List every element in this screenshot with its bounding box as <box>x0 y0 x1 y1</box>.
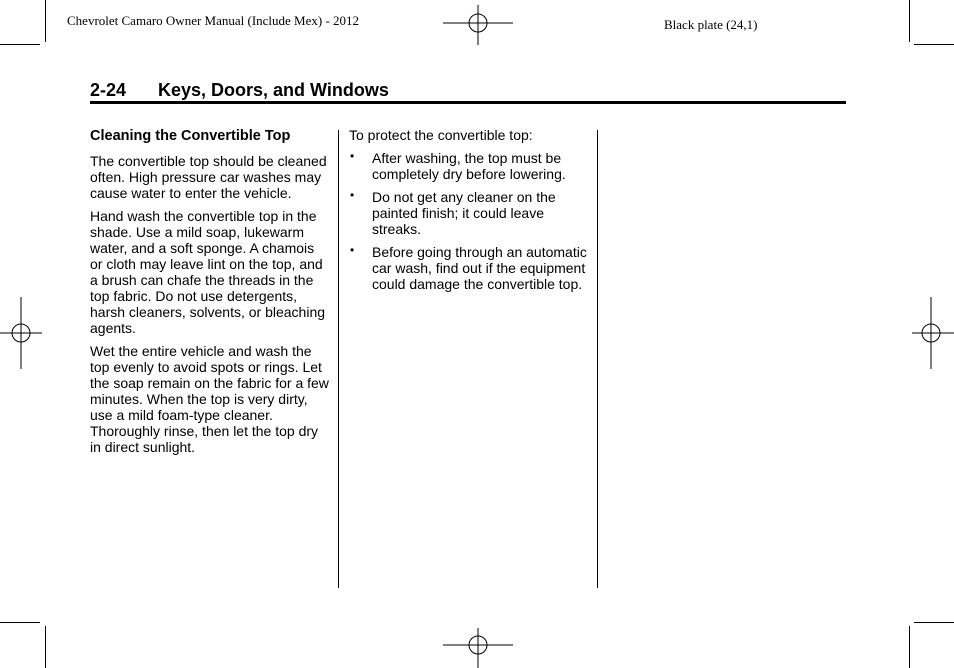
subsection-heading: Cleaning the Convertible Top <box>90 128 291 144</box>
list-item <box>349 244 594 292</box>
crop-mark <box>0 44 40 45</box>
crop-mark <box>914 622 954 623</box>
crop-mark <box>909 626 910 668</box>
crop-mark <box>914 44 954 45</box>
section-title: Keys, Doors, and Windows <box>158 80 389 100</box>
crop-mark <box>909 0 910 42</box>
bullet-icon: • <box>350 149 355 163</box>
list-item-text: After washing, the top must be completely dry before lowering. <box>372 150 566 182</box>
section-rule <box>90 101 846 104</box>
middle-column <box>349 127 594 299</box>
page-number: 2-24 <box>90 80 127 100</box>
crop-mark <box>0 622 40 623</box>
left-column <box>90 127 330 462</box>
paragraph: The convertible top should be cleaned often. High pressure car washes may cause water to enter the vehicle. <box>90 153 327 201</box>
bullet-icon: • <box>350 243 355 257</box>
list-item <box>349 189 594 237</box>
header-manual-title: Chevrolet Camaro Owner Manual (Include Mex) - 2012 <box>67 13 360 28</box>
crop-mark <box>45 626 46 668</box>
paragraph: Hand wash the convertible top in the shade. Use a mild soap, lukewarm water, and a soft sponge. A chamois or cloth may leave lint on the top, and a brush can chafe the threads in the top fabric. Do not use detergents, harsh cleaners, solvents, or bleaching agents. <box>90 208 326 336</box>
paragraph: Wet the entire vehicle and wash the top evenly to avoid spots or rings. Let the soap remain on the fabric for a few minutes. When the top is very dirty, use a mild foam-type cleaner. Thoroughly rinse, then let the top dry in direct sunlight. <box>90 343 329 455</box>
header-plate-label: Black plate (24,1) <box>664 17 758 32</box>
crosshair-circle-icon <box>443 5 513 45</box>
column-divider <box>597 130 598 588</box>
crosshair-circle-icon <box>912 297 954 369</box>
list-item-text: Do not get any cleaner on the painted finish; it could leave streaks. <box>372 189 556 237</box>
section-heading <box>90 80 389 101</box>
list-item <box>349 150 594 182</box>
crosshair-circle-icon <box>443 628 513 668</box>
list-item-text: Before going through an automatic car wash, find out if the equipment could damage the convertible top. <box>372 244 587 292</box>
list-intro: To protect the convertible top: <box>349 127 533 143</box>
bullet-icon: • <box>350 188 355 202</box>
column-divider <box>338 130 339 588</box>
bullet-list <box>349 150 594 292</box>
crop-mark <box>45 0 46 42</box>
crosshair-circle-icon <box>0 297 42 369</box>
